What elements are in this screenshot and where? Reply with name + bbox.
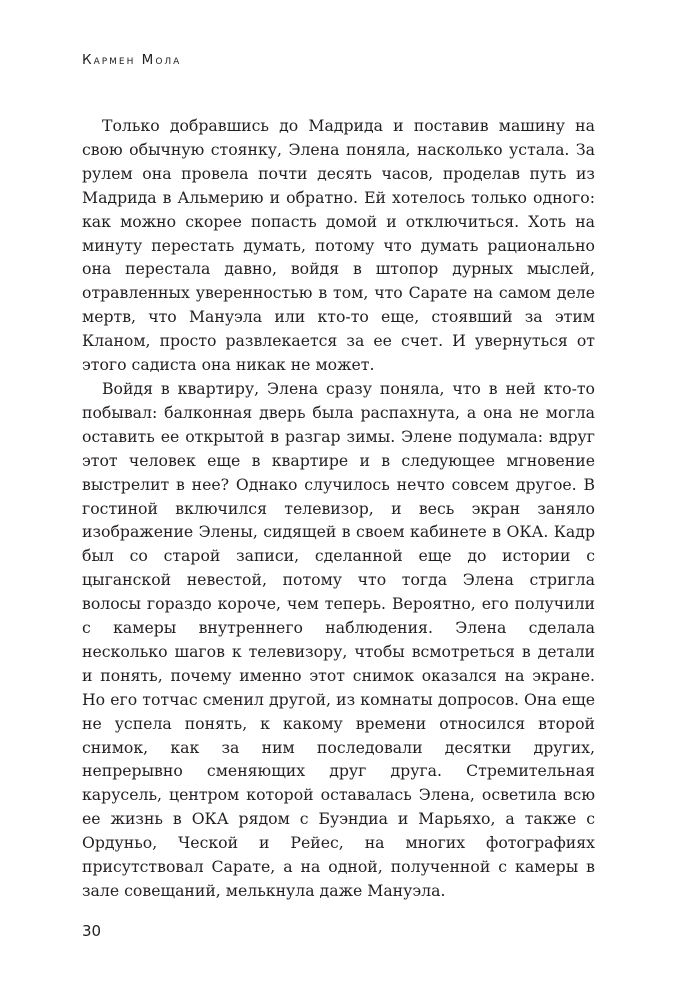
page-number: 30 [82,922,102,940]
running-head: Кармен Мола [82,52,182,68]
paragraph-1: Только добравшись до Мадрида и поставив машину на свою обычную стоянку, Элена поняла, насколько устала. За рулем она провела почти десять часов, проделав путь из Мадрида в Альмерию и обратно. Ей хотелось только одного: как можно скорее попасть домой и отключиться. Хоть на минуту перестать думать, потому что думать рационально она перестала давно, войдя в штопор дурных мыслей, отравленных уверенностью в том, что Сарате на самом деле мертв, что Мануэла или кто-то еще, стоявший за этим Кланом, просто развлекается за ее счет. И увернуться от этого садиста она никак не может. [82,116,595,375]
body-text [82,114,595,903]
paragraph-2: Войдя в квартиру, Элена сразу поняла, что в ней кто-то побывал: балконная дверь была распахнута, а она не могла оставить ее открытой в разгар зимы. Элене подумала: вдруг этот человек еще в квартире и в следующее мгновение выстрелит в нее? Однако случилось нечто совсем другое. В гостиной включился телевизор, и весь экран заняло изображение Элены, сидящей в своем кабинете в ОКА. Кадр был со старой записи, сделанной еще до истории с цыганской невестой, потому что тогда Элена стригла волосы гораздо короче, чем теперь. Вероятно, его получили с камеры внутреннего наблюдения. Элена сделала несколько шагов к телевизору, чтобы всмотреться в детали и понять, почему именно этот снимок оказался на экране. Но его тотчас сменил другой, из комнаты допросов. Она еще не успела понять, к какому времени относился второй снимок, как за ним последовали десятки других, непрерывно сменяющих друг друга. Стремительная карусель, центром которой оставалась Элена, осветила всю ее жизнь в ОКА рядом с Буэндиа и Марьяхо, а также с Ордуньо, Ческой и Рейес, на многих фотографиях присутствовал Сарате, а на одной, полученной с камеры в зале совещаний, мелькнула даже Мануэла. [82,378,595,900]
